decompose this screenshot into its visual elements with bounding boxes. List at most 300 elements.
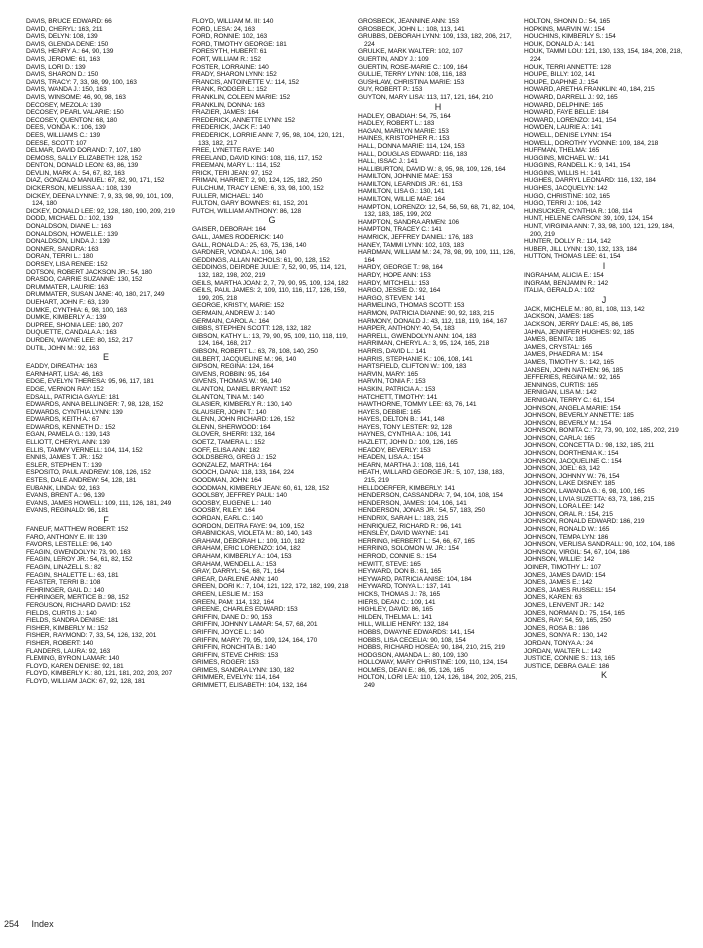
- index-entry: ELLIS, TAMMY VERNELL: 104, 114, 152: [26, 446, 143, 454]
- index-entry: EDSALL, PATRICIA GAYLE: 181: [26, 393, 120, 401]
- index-entry: GRIFFIN, JOYCE L.: 140: [192, 628, 264, 636]
- index-entry: DAVIS, HENRY A.: 64, 90, 139: [26, 48, 114, 56]
- section-name: Index: [31, 919, 54, 929]
- index-entry: JOHNSON, JOEL: 63, 142: [524, 465, 600, 473]
- index-entry: HOUK, TERRI ANNETTE: 128: [524, 63, 611, 71]
- index-entry: GOOSBY, EUGENE L.: 140: [192, 499, 272, 507]
- index-entry: HILDEN, THELMA L.: 141: [358, 613, 432, 621]
- index-entry: FERGUSON, RICHARD DAVID: 152: [26, 601, 131, 609]
- index-entry: GRAY, DARRYL: 54, 68, 71, 164: [192, 568, 285, 576]
- index-entry: DONALDSON, DIANE L.: 163: [26, 223, 112, 231]
- index-entry: HOBBS, DWAYNE EDWARDS: 141, 154: [358, 628, 475, 636]
- index-entry: GRIFFIN, MARY: 79, 95, 109, 124, 164, 170: [192, 636, 318, 644]
- index-entry: HOWARD, ARETHA FRANKLIN: 40, 184, 215: [524, 86, 655, 94]
- index-entry: INGRAM, BENJAMIN R.: 142: [524, 279, 609, 287]
- index-entry: HAINES, KRISTOPHER R.: 153: [358, 135, 450, 143]
- index-entry: DONNER, SANDRA: 163: [26, 245, 99, 253]
- index-entry: JOHNSON, BEVERLY M.: 154: [524, 419, 612, 427]
- index-entry: DECOSEY, QUENTON: 68, 180: [26, 116, 118, 124]
- index-entry: GALL, RONALD A.: 25, 63, 75, 136, 140: [192, 241, 307, 249]
- index-entry: FEAGIN, GWENDOLYN: 73, 90, 163: [26, 548, 131, 556]
- index-entry: HENDRIX, SARAH L.: 183, 215: [358, 515, 449, 522]
- index-entry: EARNHART, LISA: 46, 163: [26, 370, 103, 378]
- index-entry: EDWARDS, ANNA BELLINGER: 7, 98, 128, 152: [26, 401, 164, 409]
- index-entry: JOHNSON, LORA LEE: 142: [524, 503, 605, 511]
- index-entry: FEAGIN, SHALETTE L.: 63, 181: [26, 571, 119, 579]
- index-entry: HEYWARD, PATRICIA ANISE: 104, 184: [358, 575, 472, 583]
- index-entry: JONES, SONYA R.: 130, 142: [524, 632, 608, 640]
- index-entry: GIVENS, THOMAS W.: 96, 140: [192, 378, 282, 386]
- index-entry: FEAGIN, LEROY JR.: 54, 61, 82, 152: [26, 556, 133, 564]
- index-entry: JORDAN, TONYA A.: 24: [524, 639, 594, 647]
- index-entry: GIPSON, REGINA: 124, 164: [192, 363, 274, 371]
- index-entry: JOHNSON, DORTHENIA K.: 154: [524, 450, 619, 458]
- index-entry: GULLIE, TERRY LYNN: 108, 116, 183: [358, 71, 467, 79]
- index-entry: FEASTER, TERRI B.: 108: [26, 579, 101, 587]
- index-entry: FREE, LYNETTE RAYE: 140: [192, 147, 275, 155]
- index-entry: DAVIS, GLENDA DENE: 150: [26, 40, 109, 48]
- index-entry: GORDON, DEITRA FAYE: 94, 109, 152: [192, 522, 305, 530]
- index-entry: FANEUF, MATTHEW ROBERT: 152: [26, 526, 129, 533]
- index-entry: JOHNSON, VIRGIL: 54, 67, 104, 186: [524, 548, 630, 556]
- index-entry: HERROD, CONNIE S.: 154: [358, 552, 437, 560]
- index-entry: GLOVER, SHERRI: 132, 164: [192, 431, 275, 439]
- index-entry: GEORGE, KRISTY, MARIE: 152: [192, 302, 285, 310]
- index-entry: FREDERICK, LORRIE ANN: 7, 95, 98, 104, 120, 121, 133, 182, 217: [192, 131, 345, 147]
- index-entry: GLENN, SHERWOOD: 164: [192, 423, 271, 431]
- index-entry: HAMILTON, LEARNDIS JR.: 61, 153: [358, 180, 463, 188]
- index-entry: HUGGINS, MICHAEL W.: 141: [524, 154, 610, 162]
- index-entry: HEARN, MARTHA J.: 108, 116, 141: [358, 461, 460, 469]
- index-entry: FORD, LESA: 24, 163: [192, 25, 255, 33]
- index-entry: JOHNSON, CARLA: 165: [524, 434, 595, 442]
- index-entry: GRIMES, SANDRA LYNN: 130, 182: [192, 666, 295, 674]
- index-entry: HALL, DOUGLAS EDWARD: 116, 183: [358, 150, 468, 158]
- index-entry: EDGE, EVELYN THERESA: 95, 96, 117, 181: [26, 378, 154, 386]
- index-entry: HARDMAN, WILLIAM M.: 24, 78, 98, 99, 109, 111, 126, 164: [358, 249, 516, 264]
- index-entry: GIVENS, ROBBIN: 95, 164: [192, 370, 270, 378]
- index-entry: FRANK, RODGER L.: 152: [192, 86, 267, 94]
- index-entry: FLOYD, KAREN DENISE: 92, 181: [26, 662, 124, 670]
- index-entry: DOTSON, ROBERT JACKSON JR.: 54, 180: [26, 268, 152, 276]
- index-entry: GLASIER, KIMBERLY R.: 130, 140: [192, 401, 292, 409]
- index-entry: JOHNSON, LAWANDA G.: 6, 98, 100, 165: [524, 488, 645, 496]
- index-entry: GOOLSBY, JEFFREY PAUL: 140: [192, 492, 287, 500]
- index-entry: HOWELL, DENISE LYNN: 154: [524, 131, 612, 139]
- index-entry: GRIFFIN, DANE D.: 90, 153: [192, 613, 272, 621]
- index-entry: GREEN, PAM: 114, 132, 164: [192, 598, 274, 606]
- index-entry: FUTCH, WILLIAM ANTHONY: 86, 128: [192, 207, 302, 215]
- index-entry: DUQUETTE, CANDALA A.: 163: [26, 329, 117, 337]
- index-entry: DICKEY, DONALD LEE: 92, 128, 180, 190, 209, 219: [26, 207, 175, 215]
- index-entry: EDWARDS, KEITH A.: 67: [26, 416, 100, 424]
- index-entry: HERRING, SOLOMON W. JR.: 154: [358, 545, 459, 553]
- index-entry: GREAR, DARLENE ANN: 140: [192, 575, 279, 583]
- index-entry: HUNSUCKER, CYNTHIA R.: 108, 114: [524, 207, 633, 215]
- index-entry: DORSEY, LISA RENEE: 152: [26, 261, 108, 268]
- index-column-3: [358, 18, 518, 918]
- index-entry: HAMRICK, JEFFREY DANIEL: 176, 183: [358, 234, 473, 242]
- index-entry: GEILS, MARTHA JOAN: 2, 7, 79, 90, 95, 109, 124, 182: [192, 279, 349, 287]
- index-entry: HAMILTON, JOHNNIE MAE: 153: [358, 173, 453, 181]
- index-entry: DAVIS, WINSOME: 46, 90, 98, 163: [26, 93, 126, 101]
- index-entry: JOINER, TIMOTHY L.: 107: [524, 563, 601, 571]
- index-entry: HOUK, TAMMI LOU: 121, 130, 133, 154, 184, 208, 218, 224: [524, 48, 683, 63]
- index-entry: HOWDEN, LAURIE A.: 141: [524, 124, 602, 132]
- index-entry: HALLIBURTON, DAVID W.: 8, 95, 98, 109, 126, 164: [358, 165, 506, 173]
- index-entry: DURDEN, WAYNE LEE: 80, 152, 217: [26, 336, 133, 344]
- index-entry: JOHNSON, BEVERLY ANNETTE: 185: [524, 412, 634, 420]
- index-entry: DUEHART, JOHN F.: 63, 139: [26, 298, 109, 306]
- index-entry: HEYWARD, TONYA L.: 137, 141: [358, 583, 451, 591]
- index-entry: JACKSON, JAMES: 185: [524, 313, 594, 321]
- index-entry: HARPER, ANTHONY: 40, 54, 183: [358, 325, 455, 333]
- index-entry: HARDY, HOPE ANN: 153: [358, 272, 431, 279]
- index-entry: GRIFFIN, STEVE CHRIS: 153: [192, 651, 279, 659]
- index-entry: FULCHUM, TRACY LENE: 6, 33, 98, 100, 152: [192, 185, 324, 193]
- index-entry: HANEY, TAMMI LYNN: 102, 103, 183: [358, 241, 464, 249]
- index-entry: GIBSON, KATHY L.: 13, 79, 90, 95, 109, 110, 118, 119, 124, 164, 168, 217: [192, 332, 348, 348]
- index-entry: JOHNSON, CONCETTA D.: 98, 132, 185, 211: [524, 442, 655, 450]
- index-entry: HELLDOERFER, KIMBERLY: 141: [358, 484, 455, 492]
- index-entry: HOUPE, DAPHNE J.: 154: [524, 78, 599, 86]
- index-entry: HAMILTON, WILLIE MAE: 164: [358, 196, 446, 204]
- index-entry: GREENE, CHARLES EDWARD: 153: [192, 606, 298, 614]
- index-entry: GUYTON, MARY LISA: 113, 117, 121, 164, 210: [358, 93, 493, 101]
- index-entry: JOHNSON, VERLISA SANDRALL: 90, 102, 104, 186: [524, 541, 675, 549]
- index-column-2: [192, 18, 352, 918]
- index-entry: JONES, LENVENT JR.: 142: [524, 601, 605, 609]
- index-entry: HARMONY, DONALD J.: 43, 112, 118, 119, 164, 167: [358, 317, 508, 325]
- index-entry: FRADY, SHARON LYNN: 152: [192, 71, 277, 79]
- index-entry: DONALDSON, LINDA J.: 139: [26, 238, 110, 246]
- index-entry: DENTON, DONALD LEON: 63, 86, 139: [26, 162, 139, 170]
- index-entry: GOETZ, TAMERA L.: 152: [192, 439, 265, 447]
- index-entry: FLANDERS, LAURA: 92, 163: [26, 647, 111, 655]
- index-entry: JONES, JAMES RUSSELL: 154: [524, 586, 616, 594]
- index-entry: GIBBS, STEPHEN SCOTT: 128, 132, 182: [192, 325, 311, 333]
- index-entry: HOLMES, DEAN E.: 86, 95, 126, 165: [358, 666, 464, 674]
- index-entry: HAYES, DEBBIE: 165: [358, 408, 421, 416]
- index-entry: HUBER, JILL LYNN: 130, 132, 133, 184: [524, 245, 637, 253]
- index-entry: EADDY, DIREATHA: 163: [26, 363, 98, 371]
- index-entry: JOHNSON, TEMPA LYN: 186: [524, 533, 609, 541]
- index-entry: FRIMAN, HARRIET: 2, 90, 124, 125, 182, 250: [192, 177, 322, 185]
- index-entry: EGAN, PAMELA G.: 139, 143: [26, 431, 110, 439]
- index-entry: HENDERSON, JONAS JR.: 54, 57, 183, 250: [358, 507, 486, 515]
- index-entry: HEYWARD, DON B.: 61, 165: [358, 568, 442, 576]
- index-entry: JAMES, BENITA: 185: [524, 336, 586, 344]
- index-entry: DECOSEY, PEARL VALARIE: 150: [26, 109, 124, 117]
- index-entry: HUGHES, JACQUELYN: 142: [524, 185, 608, 193]
- index-entry: HUGO, TERRI J.: 106, 142: [524, 200, 601, 208]
- index-entry: JOHNSON, ORAL R.: 154, 215: [524, 510, 613, 518]
- index-entry: HOLTON, LORI LEA: 110, 124, 126, 184, 202, 205, 215, 249: [358, 674, 518, 690]
- index-entry: HUTTON, THOMAS LEE: 61, 154: [524, 253, 621, 261]
- index-entry: GRAHAM, WENDELL A.: 153: [192, 560, 277, 568]
- index-entry: HARVIN, TONIA F.: 153: [358, 378, 426, 386]
- index-entry: FLEMING, BYRON LAMAR: 140: [26, 655, 120, 663]
- index-entry: GEILS, PAUL JAMES: 2, 109, 110, 116, 117, 126, 159, 199, 205, 218: [192, 287, 346, 302]
- index-entry: DRUMMATER, SUSAN JANE: 40, 180, 217, 249: [26, 291, 165, 299]
- index-entry: JOHNSON, LIVIA SUZETTA: 63, 73, 186, 215: [524, 495, 655, 503]
- page-footer: [4, 919, 54, 929]
- section-letter: H: [434, 101, 442, 112]
- index-entry: DAVIS, SHARON D.: 150: [26, 71, 99, 79]
- index-entry: GRIMES, ROGER: 153: [192, 659, 259, 667]
- index-entry: JOHNSON, JOHNNY W.: 76, 154: [524, 472, 620, 480]
- index-entry: JONES, NORMAN D.: 75, 154, 165: [524, 609, 625, 617]
- index-entry: FISHER, RAYMOND: 7, 33, 54, 126, 132, 201: [26, 632, 157, 640]
- index-entry: ESPOSITO, PAUL ANDREW: 108, 126, 152: [26, 469, 151, 477]
- index-entry: HARRIS, DAVID L.: 141: [358, 347, 427, 355]
- index-entry: GLAUSIER, JOHN T.: 140: [192, 408, 267, 416]
- index-entry: FEHRINGER, GAIL D.: 140: [26, 586, 105, 594]
- index-entry: HAWTHORNE, TOMMY LEE: 63, 76, 141: [358, 401, 477, 409]
- index-page: [26, 18, 686, 918]
- index-entry: GRULKE, MARK WALTER: 102, 107: [358, 48, 463, 56]
- index-entry: DIAZ, GONZALO MANUEL: 67, 82, 90, 171, 152: [26, 177, 165, 185]
- index-entry: HILL, WILLIE HENRY: 132, 184: [358, 621, 449, 629]
- index-entry: HARGO, JESSIE D.: 92, 164: [358, 287, 441, 295]
- index-entry: HEADEN, LISA A.: 154: [358, 454, 424, 462]
- index-entry: HOUCHINS, KIMBERLY S.: 154: [524, 33, 616, 41]
- index-entry: JONES, RAY: 54, 59, 165, 250: [524, 617, 611, 625]
- index-entry: JUSTICE, CONNIE S.: 113, 165: [524, 655, 615, 663]
- index-entry: DEESE, SCOTT: 107: [26, 139, 87, 147]
- index-entry: FORESYTH, HUBERT: 61: [192, 48, 267, 56]
- index-entry: EDWARDS, CYNTHIA LYNN: 139: [26, 408, 123, 416]
- index-entry: FULTON, GARY BOWNES: 61, 152, 201: [192, 200, 309, 208]
- index-entry: DAVIS, LORI D.: 139: [26, 63, 86, 71]
- index-entry: HUGO, CHRISTINE: 102, 165: [524, 192, 610, 200]
- index-entry: HOLLOWAY, MARY CHRISTINE: 109, 110, 124, 154: [358, 659, 508, 667]
- index-entry: FIELDS, SANDRA DENISE: 181: [26, 617, 119, 625]
- index-entry: HARRELL, GWENDOLYN ANN: 104, 183: [358, 332, 477, 340]
- index-entry: GEDDINGS, DEIRDRE JULIE: 7, 52, 90, 95, 114, 121, 132, 182, 198, 202, 219: [192, 264, 347, 279]
- index-entry: GRAHAM, ERIC LORENZO: 104, 182: [192, 545, 301, 553]
- index-entry: GLENN, JOHN RICHARD: 126, 152: [192, 416, 295, 424]
- index-entry: GRIMMETT, ELISABETH: 104, 132, 164: [192, 682, 307, 690]
- index-entry: FRANKLIN, COLEEN MARIE: 152: [192, 93, 291, 101]
- index-entry: GREEN, DORI K.: 7, 104, 121, 122, 172, 182, 199, 218: [192, 583, 349, 591]
- index-entry: HOUPE, BILLY: 102, 141: [524, 71, 596, 79]
- index-entry: HAMPTON, TRACEY C.: 141: [358, 226, 442, 234]
- index-entry: HARMELING, THOMAS SCOTT: 153: [358, 302, 465, 310]
- index-entry: HENDERSON, CASSANDRA: 7, 94, 104, 108, 154: [358, 492, 503, 500]
- index-entry: GOOSBY, RILEY: 164: [192, 507, 255, 515]
- index-entry: HAZLETT, JOHN D.: 109, 126, 165: [358, 439, 458, 447]
- index-entry: FARO, ANTHONY E. III: 139: [26, 533, 107, 541]
- index-entry: HERRING, HERBERT L.: 54, 66, 67, 165: [358, 537, 475, 545]
- index-entry: DORAN, TERRI L.: 180: [26, 253, 94, 261]
- index-entry: HOWARD, LORENZO: 141, 154: [524, 116, 617, 124]
- index-entry: DRASDO, CARRIE SUZANNE: 130, 152: [26, 276, 143, 284]
- index-entry: ESLER, STEPHEN T.: 139: [26, 461, 102, 469]
- index-entry: HEADDY, BEVERLY: 153: [358, 446, 431, 454]
- index-entry: HIGHLEY, DAVID: 86, 165: [358, 606, 433, 614]
- index-entry: GOODMAN, KIMBERLY JEAN: 60, 61, 128, 152: [192, 484, 330, 492]
- index-entry: DELMAR, DAVID DORAND: 7, 107, 180: [26, 147, 141, 155]
- index-entry: JERNIGAN, LISA M.: 142: [524, 389, 597, 397]
- index-entry: DUTIL, JOHN M.: 92, 163: [26, 344, 100, 352]
- index-entry: HADLEY, OBADIAH: 54, 75, 164: [358, 112, 451, 120]
- index-entry: HOBBS, LISA CECELIA: 90, 108, 154: [358, 636, 466, 644]
- index-entry: DRUMMATER, LAURIE: 163: [26, 283, 109, 291]
- index-entry: FISHER, ROBERT: 140: [26, 639, 94, 647]
- index-entry: HAYNES, CYNTHIA A.: 106, 141: [358, 431, 452, 439]
- index-entry: DAVIS, WANDA J.: 150, 163: [26, 86, 107, 94]
- index-entry: FEHRINGER, MERTICE B.: 98, 152: [26, 594, 129, 602]
- section-letter: I: [602, 261, 606, 271]
- index-entry: HICKS, THOMAS J.: 78, 165: [358, 590, 441, 598]
- index-entry: GARDNER, VONDA A.: 106, 140: [192, 249, 287, 257]
- index-entry: HOWELL, DOROTHY YVONNE: 109, 184, 218: [524, 139, 659, 147]
- index-entry: HUGGINS, RANDELL K.: 9, 141, 154: [524, 162, 631, 170]
- index-entry: ITALIA, GERALD A.: 102: [524, 287, 595, 295]
- index-entry: FREDERICK, ANNETTE LYNN: 152: [192, 116, 295, 124]
- index-entry: EDGE, VERNON RAY: 152: [26, 385, 104, 393]
- index-entry: DUPREE, SHONIA LEE: 180, 207: [26, 321, 123, 329]
- index-entry: FISHER, KIMBERLY M.: 152: [26, 624, 109, 632]
- index-entry: GEDDINGS, ALLAN NICHOLS: 61, 90, 128, 152: [192, 256, 330, 264]
- index-entry: HUGGINS, WILLIS H.: 141: [524, 169, 601, 177]
- index-entry: JONES, ROSA B.: 186: [524, 624, 589, 632]
- index-entry: JONES, JAMES E.: 142: [524, 579, 593, 587]
- index-entry: HOLTON, SHONN D.: 54, 165: [524, 18, 610, 25]
- index-entry: FREDERICK, JACK F.: 140: [192, 124, 270, 132]
- index-entry: HEATH, WILLARD GEORGE JR.: 5, 107, 138, 183, 215, 219: [358, 469, 505, 485]
- index-entry: JOHNSON, JACQUELINE C.: 154: [524, 457, 622, 465]
- index-entry: JOHNSON, RONALD W.: 165: [524, 526, 610, 533]
- index-entry: GUSHLAW, CHRISTINA MARIE: 153: [358, 78, 465, 86]
- index-entry: GLANTON, TINA M.: 140: [192, 393, 264, 401]
- index-entry: GREEN, LESLIE M.: 153: [192, 590, 264, 598]
- index-entry: JOHNSON, BONITA C.: 72, 73, 90, 102, 185, 202, 219: [524, 427, 679, 435]
- index-entry: HALL, DONNA MARIE: 114, 124, 153: [358, 142, 465, 150]
- index-entry: JOHNSON, WILLIE: 142: [524, 556, 595, 564]
- index-entry: JANSEN, JOHN NATHEN: 96, 185: [524, 366, 623, 374]
- index-entry: JACK, MICHELE M.: 80, 81, 108, 113, 142: [524, 305, 645, 313]
- index-entry: GUY, ROBERT P.: 153: [358, 86, 423, 94]
- index-entry: GOLDSBERG, GREG J.: 152: [192, 454, 277, 462]
- index-entry: EVANS, REGINALD: 96, 181: [26, 507, 109, 515]
- index-entry: FORD, RONNIE: 102, 163: [192, 33, 268, 41]
- section-letter: G: [268, 215, 276, 226]
- index-entry: GRIMMER, EVELYN: 114, 164: [192, 674, 280, 682]
- index-entry: JAMES, PHAEDRA M.: 154: [524, 351, 603, 359]
- index-entry: HARRIMAN, CHERYL A.: 3, 95, 124, 165, 218: [358, 340, 490, 348]
- index-entry: HOWARD, FAYE BELLE: 184: [524, 109, 609, 117]
- index-entry: GERMAIN, CAROL A.: 164: [192, 317, 270, 325]
- index-entry: INGRAHAM, ALICIA E.: 154: [524, 272, 604, 279]
- index-entry: DEES, VONDA K.: 106, 139: [26, 124, 106, 132]
- index-entry: JAHNA, JENNIFER HUGHES: 92, 185: [524, 328, 635, 336]
- index-entry: EVANS, JAMES HOWELL: 109, 111, 126, 181, 249: [26, 499, 172, 507]
- section-letter: F: [103, 515, 109, 525]
- section-letter: E: [102, 352, 109, 363]
- index-entry: GUERTIN, ROSE-MARIE C.: 109, 164: [358, 63, 468, 71]
- section-letter: K: [600, 670, 607, 681]
- index-entry: FORD, TIMOTHY GEORGE: 181: [192, 40, 287, 48]
- index-entry: GRAHAM, DEBORAH L.: 109, 110, 182: [192, 537, 305, 545]
- index-entry: DAVID, CHERYL: 163, 211: [26, 25, 103, 33]
- index-entry: FEAGIN, LINAZELL S.: 82: [26, 563, 102, 571]
- index-entry: JOHNSON, ANGELA MARIE: 154: [524, 404, 621, 412]
- index-entry: GIBSON, ROBERT L.: 63, 78, 108, 140, 250: [192, 347, 318, 355]
- index-entry: HARGO, STEVEN: 141: [358, 294, 426, 302]
- index-entry: JORDAN, WALTER L.: 142: [524, 647, 602, 655]
- index-entry: HAYES, DELTON B.: 141, 148: [358, 416, 445, 424]
- index-entry: FLOYD, KIMBERLY K.: 80, 121, 181, 202, 203, 207: [26, 670, 173, 678]
- index-entry: HENSLEY, DAVID WAYNE: 141: [358, 530, 449, 538]
- index-entry: HEWITT, STEVE: 165: [358, 560, 421, 568]
- index-entry: DONALDSON, HOWELLE.: 139: [26, 230, 118, 238]
- index-entry: HUGHES, DARRYL LEONARD: 116, 132, 184: [524, 177, 656, 185]
- index-entry: ENNIS, JAMES T. JR.: 152: [26, 454, 103, 462]
- index-entry: JOHNSON, LAKE DISNEY: 185: [524, 480, 615, 488]
- index-entry: JUSTICE, DEBRA GALE: 186: [524, 662, 610, 670]
- index-entry: HOUK, DONALD A.: 141: [524, 40, 595, 48]
- index-entry: HARDY, GEORGE T.: 98, 164: [358, 264, 443, 272]
- index-entry: HARDY, MITCHELL: 153: [358, 279, 430, 287]
- index-entry: GILBERT, JACQUELINE M.: 96, 140: [192, 355, 297, 363]
- index-entry: DEES, WILLIAMS C.: 139: [26, 131, 101, 139]
- index-entry: FULLER, MICHAEL: 140: [192, 192, 263, 200]
- index-entry: HATCHETT, TIMOTHY: 141: [358, 393, 438, 401]
- index-entry: FORT, WILLIAM R.: 152: [192, 55, 261, 63]
- index-entry: HUFFMAN, THELMA: 165: [524, 147, 600, 155]
- index-entry: HAGAN, MARILYN MARIE: 153: [358, 127, 449, 135]
- index-entry: EVANS, BRENT A.: 96, 139: [26, 492, 105, 500]
- index-entry: GOOCH, DANA: 118, 133, 164, 224: [192, 469, 294, 477]
- index-entry: JACKSON, JERRY DALE: 45, 86, 185: [524, 320, 633, 328]
- index-entry: HODGSON, AMANDA L.: 80, 109, 130: [358, 651, 468, 659]
- index-entry: GROSBECK, JOHN L.: 108, 113, 141: [358, 25, 465, 33]
- index-entry: JONES, KAREN: 63: [524, 594, 582, 602]
- index-entry: GLANTON, DANIEL BRYANT: 152: [192, 385, 291, 393]
- index-entry: DEVLIN, MARK A.: 54, 67, 82, 163: [26, 169, 125, 177]
- index-column-4: [524, 18, 684, 918]
- index-entry: HARVIN, MARY: 165: [358, 370, 418, 378]
- index-entry: GOFF, ELISA ANN: 182: [192, 446, 260, 454]
- index-entry: GOODMAN, JOHN: 164: [192, 477, 262, 485]
- index-entry: DAVIS, BRUCE EDWARD: 66: [26, 18, 112, 25]
- index-entry: DUMKE, KIMBERLY A.: 139: [26, 314, 107, 322]
- index-entry: HOPKINS, MARVIN W.: 154: [524, 25, 605, 33]
- index-entry: GRAHAM, KIMBERLY A.: 104, 153: [192, 552, 292, 560]
- index-entry: GRUBBS, DEBORAH LYNN: 109, 133, 182, 206, 217, 224: [358, 33, 512, 48]
- index-entry: FLOYD, WILLIAM M. III: 140: [192, 18, 274, 25]
- index-entry: GRABNICKAS, VIOLETA M.: 80, 140, 143: [192, 530, 312, 538]
- index-entry: GONZALEZ, MARTHA: 164: [192, 461, 272, 469]
- index-entry: JAMES, CRYSTAL: 165: [524, 343, 593, 351]
- index-entry: GRIFFIN, JOHNNY LAMAR: 54, 57, 68, 201: [192, 621, 318, 629]
- index-entry: DODD, MICHAEL D.: 102, 139: [26, 215, 114, 223]
- index-entry: GROSBECK, JEANNINE ANN: 153: [358, 18, 460, 25]
- index-entry: FREEMAN, MARY L.: 114, 152: [192, 162, 281, 170]
- index-entry: HAMPTON, LORENZO: 12, 54, 56, 59, 68, 71, 82, 104, 132, 183, 185, 199, 202: [358, 203, 515, 219]
- index-entry: GUERTIN, ANDY J.: 109: [358, 55, 429, 63]
- index-entry: GRIFFIN, RONCHITA B.: 140: [192, 644, 276, 652]
- index-entry: HASKIN, PATRICIA A.: 153: [358, 385, 436, 393]
- index-entry: JENNINGS, CURTIS: 165: [524, 381, 598, 389]
- index-entry: HUNT, VIRGINIA ANN: 7, 33, 98, 100, 121, 129, 184, 200, 219: [524, 223, 675, 238]
- index-entry: FRANKLIN, DONNA: 163: [192, 101, 265, 109]
- index-entry: DEMOSS, SALLY ELIZABETH: 128, 152: [26, 154, 142, 162]
- index-entry: DECOSEY, MEZOLA: 139: [26, 101, 101, 109]
- index-entry: HAYES, TONY LESTER: 92, 128: [358, 423, 452, 431]
